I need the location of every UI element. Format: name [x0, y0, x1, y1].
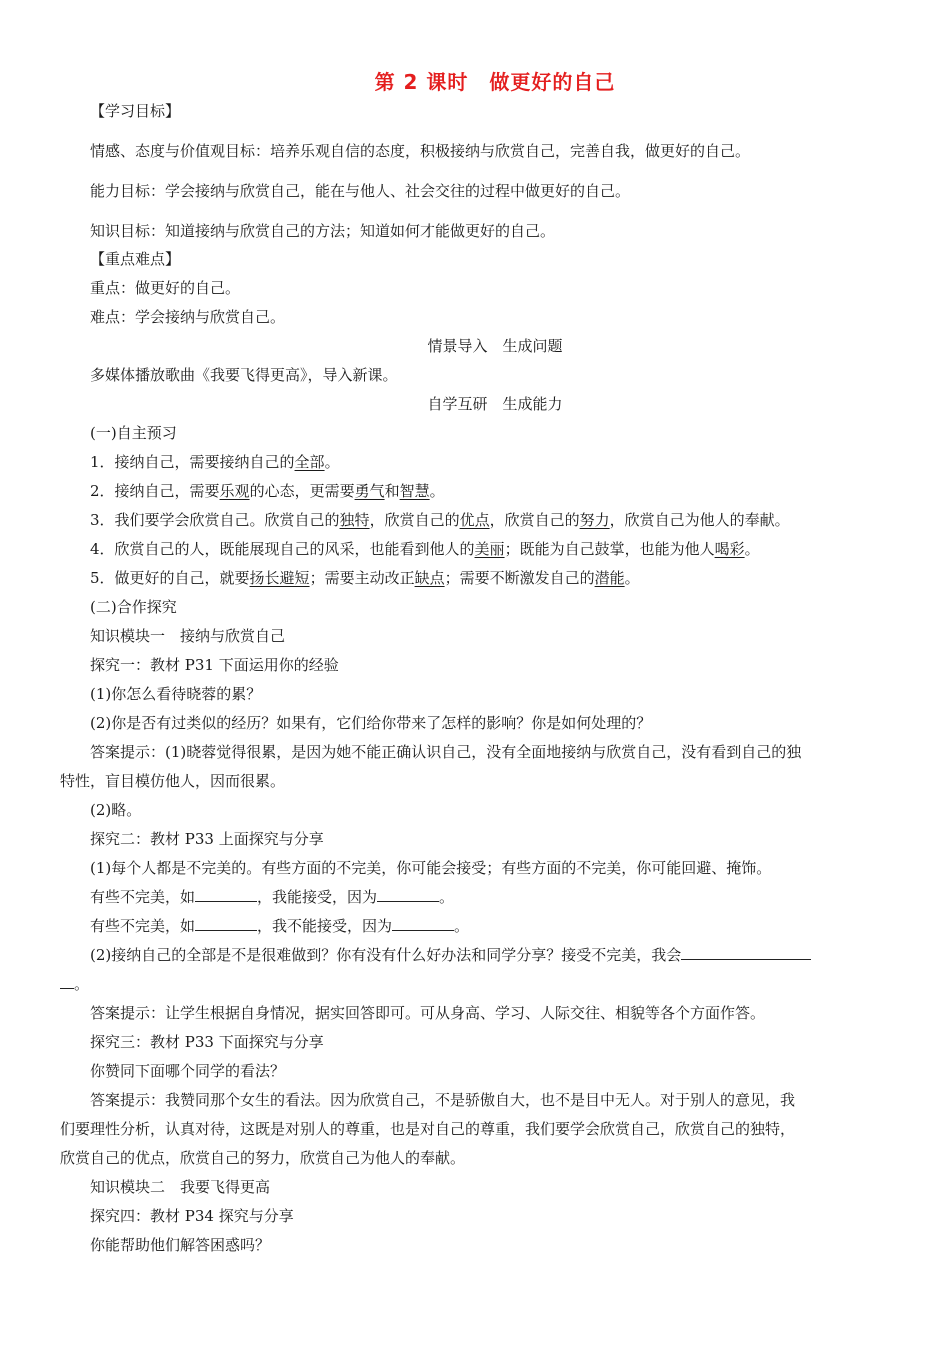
intro-text: 多媒体播放歌曲《我要飞得更高》，导入新课。	[90, 366, 398, 384]
preview-item-4: 4．欣赏自己的人，既能展现自己的风采，也能看到他人的美丽；既能为自己鼓掌，也能为他人喝彩。	[90, 540, 760, 558]
objective-ability: 能力目标：学会接纳与欣赏自己，能在与他人、社会交往的过程中做更好的自己。	[90, 182, 631, 200]
module2-title: 知识模块二 我要飞得更高	[90, 1178, 271, 1196]
answer-underline: 全部	[294, 453, 325, 471]
fill-blank[interactable]	[377, 887, 439, 902]
lesson-title: 第 2 课时 做更好的自己	[374, 70, 616, 94]
keypoints-header: 【重点难点】	[90, 250, 181, 268]
explore2-q2-cont: 。	[60, 974, 89, 994]
explore1-q1: (1)你怎么看待晓蓉的累？	[90, 685, 262, 703]
explore4-q: 你能帮助他们解答困惑吗？	[90, 1236, 271, 1254]
coop-header: (二)合作探究	[90, 598, 177, 616]
fill-blank[interactable]	[195, 916, 257, 931]
intro-heading: 情景导入 生成问题	[427, 337, 563, 355]
explore3-answer-line2: 们要理性分析，认真对待，这既是对别人的尊重，也是对自己的尊重，我们要学会欣赏自己，欣赏自己的独特，	[60, 1120, 796, 1138]
study-heading: 自学互研 生成能力	[427, 395, 563, 413]
explore3-q: 你赞同下面哪个同学的看法？	[90, 1062, 286, 1080]
answer-underline: 美丽	[474, 540, 505, 558]
explore1-title: 探究一：教材 P31 下面运用你的经验	[90, 656, 339, 674]
explore4-title: 探究四：教材 P34 探究与分享	[90, 1207, 294, 1225]
answer-underline: 扬长避短	[249, 569, 310, 587]
explore1-answer-line2: 特性，盲目模仿他人，因而很累。	[60, 772, 286, 790]
explore3-answer-line1: 答案提示：我赞同那个女生的看法。因为欣赏自己，不是骄傲自大，也不是目中无人。对于别人的意见，我	[90, 1091, 796, 1109]
fill-blank[interactable]	[195, 887, 257, 902]
objective-knowledge: 知识目标：知道接纳与欣赏自己的方法；知道如何才能做更好的自己。	[90, 222, 556, 240]
module1-title: 知识模块一 接纳与欣赏自己	[90, 627, 286, 645]
explore1-answer-line3: (2)略。	[90, 801, 142, 819]
answer-underline: 缺点	[414, 569, 445, 587]
fill-blank[interactable]	[392, 916, 454, 931]
answer-underline: 优点	[459, 511, 490, 529]
objectives-header: 【学习目标】	[90, 102, 181, 120]
answer-underline: 喝彩	[714, 540, 745, 558]
explore2-q1: (1)每个人都是不完美的。有些方面的不完美，你可能会接受；有些方面的不完美，你可能回避、掩饰。	[90, 859, 772, 877]
objective-emotion: 情感、态度与价值观目标：培养乐观自信的态度，积极接纳与欣赏自己，完善自我，做更好的自己。	[90, 142, 751, 160]
keypoint-key: 重点：做更好的自己。	[90, 279, 241, 297]
keypoint-difficult: 难点：学会接纳与欣赏自己。	[90, 308, 286, 326]
answer-underline: 努力	[579, 511, 610, 529]
fill-blank[interactable]	[681, 945, 811, 960]
preview-item-1: 1．接纳自己，需要接纳自己的全部。	[90, 453, 340, 471]
preview-item-5: 5．做更好的自己，就要扬长避短；需要主动改正缺点；需要不断激发自己的潜能。	[90, 569, 640, 587]
explore3-title: 探究三：教材 P33 下面探究与分享	[90, 1033, 324, 1051]
answer-underline: 勇气	[354, 482, 385, 500]
preview-item-2: 2．接纳自己，需要乐观的心态，更需要勇气和智慧。	[90, 482, 445, 500]
explore3-answer-line3: 欣赏自己的优点，欣赏自己的努力，欣赏自己为他人的奉献。	[60, 1149, 466, 1167]
explore2-answer: 答案提示：让学生根据自身情况，据实回答即可。可从身高、学习、人际交往、相貌等各个方面作答。	[90, 1004, 766, 1022]
explore2-q2: (2)接纳自己的全部是不是很难做到？你有没有什么好办法和同学分享？接受不完美，我会	[90, 945, 811, 965]
answer-underline: 乐观	[219, 482, 250, 500]
preview-header: (一)自主预习	[90, 424, 177, 442]
explore1-answer-line1: 答案提示：(1)晓蓉觉得很累，是因为她不能正确认识自己，没有全面地接纳与欣赏自己，没有看到自己的独	[90, 743, 802, 761]
explore2-fill-line2: 有些不完美，如 ，我不能接受，因为 。	[90, 917, 470, 935]
explore2-fill-line1: 有些不完美，如 ，我能接受，因为 。	[90, 888, 455, 906]
answer-underline: 潜能	[594, 569, 625, 587]
preview-item-3: 3．我们要学会欣赏自己。欣赏自己的独特，欣赏自己的优点，欣赏自己的努力，欣赏自己为他人的奉献。	[90, 511, 790, 529]
answer-underline: 智慧	[399, 482, 430, 500]
explore2-title: 探究二：教材 P33 上面探究与分享	[90, 830, 324, 848]
explore1-q2: (2)你是否有过类似的经历？如果有，它们给你带来了怎样的影响？你是如何处理的？	[90, 714, 652, 732]
answer-underline: 独特	[339, 511, 370, 529]
fill-blank[interactable]	[60, 974, 74, 989]
